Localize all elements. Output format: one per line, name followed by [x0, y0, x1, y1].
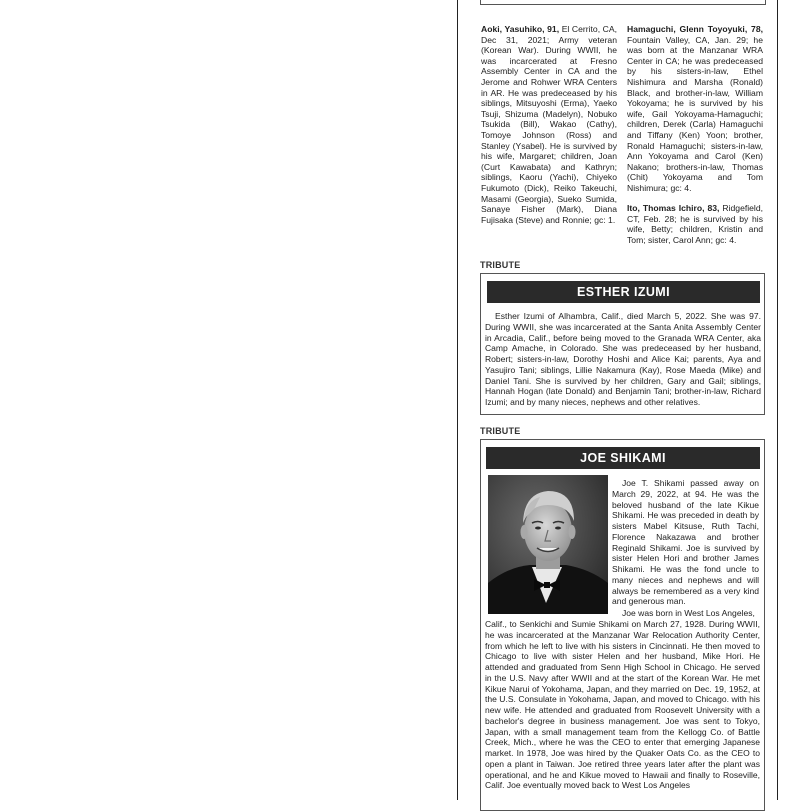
obituary-hamaguchi: [627, 24, 763, 194]
obituary-ito: [627, 203, 763, 245]
obituary-name: Aoki, Yasuhiko, 91,: [481, 24, 560, 34]
section-label-tribute: TRIBUTE: [480, 426, 521, 436]
tribute-box-shikami: [480, 439, 765, 811]
obituary-name: Hamaguchi, Glenn Toyoyuki, 78,: [627, 24, 763, 34]
tribute-text-para2-start: Joe was born in West Los Angeles,: [622, 608, 755, 618]
obituary-text: Fountain Valley, CA, Jan. 29; he was born at the Manzanar WRA Center in CA; he was predeceased by his sisters-in-law, Ethel Nishimura and Marsha (Ronald) Black, and brother-in-law, William Yokoyama; he is survived by his wife, Gail Yokoyama-Hamaguchi; children, Derek (Carla) Hamaguchi and Tiffany (Ken) Yoon; brother, Ronald Hamaguchi; sisters-in-law, Ann Yokoyama and Carol (Ken) Nakano; brothers-in-law, Thomas (Chit) Yokoyama and Tom Nishimura; gc: 4.: [627, 34, 763, 193]
column-divider-right: [777, 0, 778, 800]
obituary-text: El Cerrito, CA, Dec 31, 2021; Army veteran (Korean War). During WWII, he was incarcerated at Fresno Assembly Center in CA and the Jerome and Rohwer WRA Centers in AR. He was predeceased by his siblings, Mitsuyoshi (Erma), Yaeko Tsuji, Shizuma (Madelyn), Nobuko Tsukida (Bill), Wakao (Cathy), Tomoye Johnson (Ross) and Stanley (Ysabel). He is survived by his wife, Margaret; children, Joan (Curt Kawabata) and Kathryn; siblings, Kaoru (Yachi), Chiyeko Fukumoto (Dick), Reiko Takeuchi, Masami (Georgia), Sueko Sumida, Sanaye Fisher (Mark), Diana Fujisaka (Steve) and Ronnie; gc: 1.: [481, 24, 617, 225]
tribute-text-para1: Joe T. Shikami passed away on March 29, 2022, at 94. He was the beloved husband of the late Kikue Shikami. He was preceded in death by sisters Mabel Kitsuse, Ruth Tachi, Florence Nakazawa and brother Reginald Shikami. Joe is survived by sister Helen Hori and brother James Shikami. He was the fond uncle to many nieces and nephews and will always be remembered as a very kind and generous man.: [612, 478, 759, 607]
tribute-title-banner: JOE SHIKAMI: [486, 447, 760, 469]
obituary-name: Ito, Thomas Ichiro, 83,: [627, 203, 720, 213]
obituary-aoki: [481, 24, 617, 225]
tribute-title-banner: ESTHER IZUMI: [487, 281, 760, 303]
portrait-image: [488, 475, 608, 614]
section-label-tribute: TRIBUTE: [480, 260, 521, 270]
tribute-box-izumi: [480, 273, 765, 415]
tribute-text-para2: Calif., to Senkichi and Sumie Shikami on March 27, 1928. During WWII, he was incarcerated at the Manzanar War Relocation Authority Center, from which he left to live with his sisters in Cincinnati. He then moved to Chicago to live with sister Helen and her husband, Mike Hori. He attended and graduated from Senn High School in Chicago. He served in the U.S. Navy after WWII and at the start of the Korean War. He met Kikue Narui of Yokohama, Japan, and they married on Dec. 19, 1952, at the U.S. Consulate in Yokohama, Japan, and moved to Chicago. with his new wife. He attended and graduated from Roosevelt University with a bachelor's degree in business management. Joe was sent to Tokyo, Japan, with a small management team from the Kellogg Co. of Battle Creek, Mich., where he was the CEO to enter that emerging Japanese market. In 1978, Joe was hired by the Quaker Oats Co. as the CEO to open a plant in Taiwan. Joe retired three years later after the plant was operational, and he and Kikue moved to Hawaii and finally to Roseville, Calif. Joe eventually moved back to West Los Angeles: [485, 619, 760, 791]
portrait-photo: [488, 475, 608, 614]
column-divider-left: [457, 0, 458, 800]
previous-box-edge: [480, 0, 766, 5]
tribute-text: Esther Izumi of Alhambra, Calif., died March 5, 2022. She was 97. During WWII, she was incarcerated at the Santa Anita Assembly Center in Arcadia, Calif., before being moved to the Granada WRA Center, aka Camp Amache, in Colorado. She was predeceased by her husband, Robert; sisters-in-law, Dorothy Hoshi and Alice Kai; parents, Aya and Yasujiro Tani; siblings, Lillie Nakamura (Kay), Rose Maeda (Mike) and Daniel Tani. She is survived by her children, Gary and Gail; siblings, Hannah Hogan (late Donald) and Benjamin Tani; brother-in-law, Richard Izumi; and by many nieces, nephews and other relatives.: [485, 311, 761, 407]
obituary-text: Ridgefield, CT, Feb. 28; he is survived by his wife, Betty; children, Kristin and Tom; sister, Carol Ann; gc: 4.: [627, 203, 764, 245]
